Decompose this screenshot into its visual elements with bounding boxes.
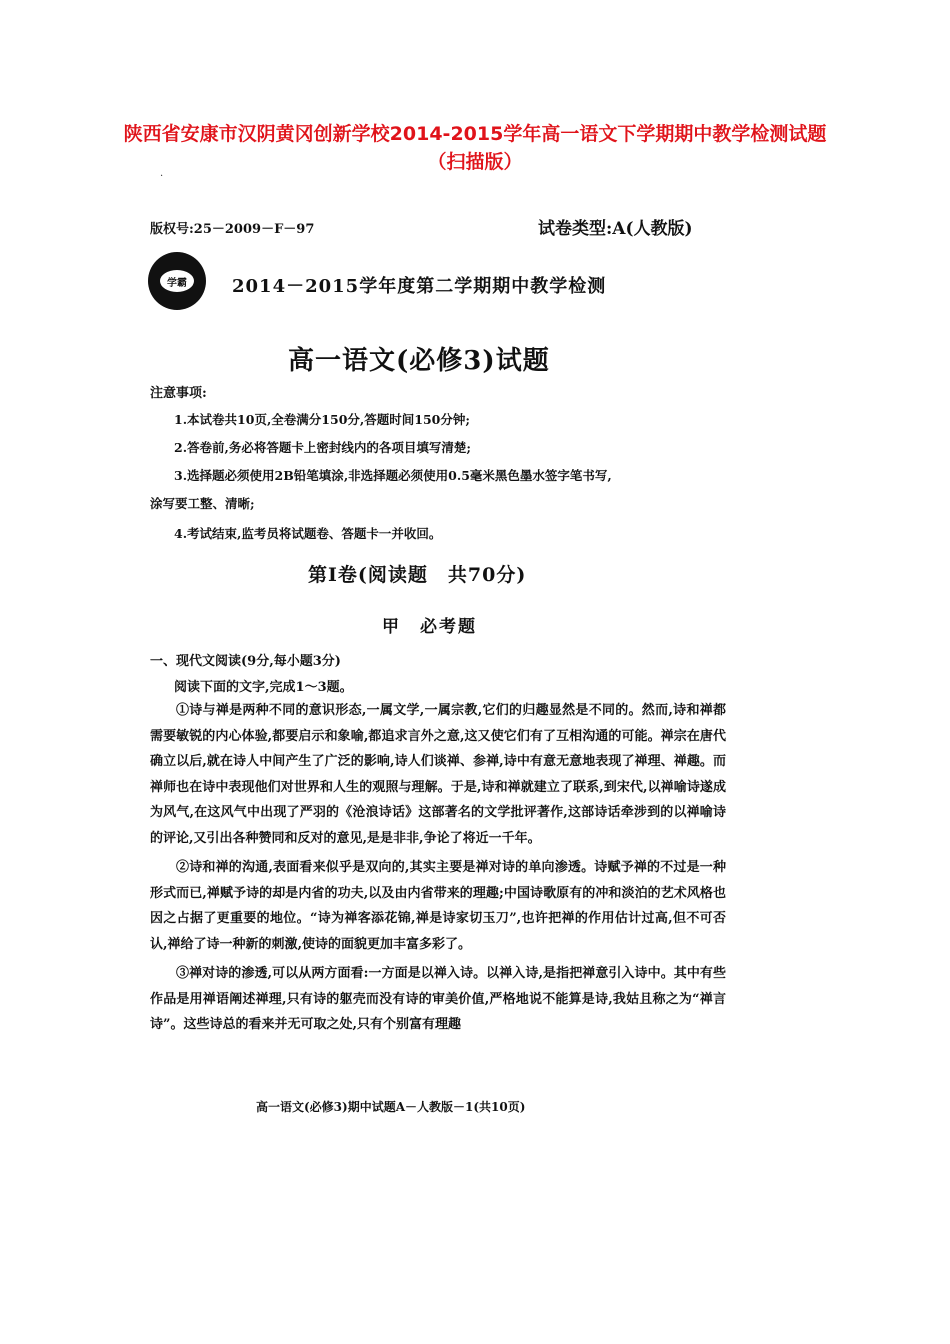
- paper-type: 试卷类型:A(人教版): [538, 219, 693, 239]
- copyright-number: 版权号:25－2009－F－97: [150, 222, 315, 237]
- passage-paragraph: ①诗与禅是两种不同的意识形态,一属文学,一属宗教,它们的归趣显然是不同的。然而,诗和禅都需要敏锐的内心体验,都要启示和象喻,都追求言外之意,这又使它们有了互相沟通的可能。禅宗在唐代确立以后,就在诗人中间产生了广泛的影响,诗人们谈禅、参禅,诗中有意无意地表现了禅理、禅趣。而禅师也在诗中表现他们对世界和人生的观照与理解。于是,诗和禅就建立了联系,到宋代,以禅喻诗遂成为风气,在这风气中出现了严羽的《沧浪诗话》这部著名的文学批评著作,这部诗话牵涉到的以禅喻诗的评论,又引出各种赞同和反对的意见,是是非非,争论了将近一千年。: [150, 703, 726, 846]
- instruction: 阅读下面的文字,完成1～3题。: [174, 680, 353, 695]
- page-footer: 高一语文(必修3)期中试题A－人教版－1(共10页): [256, 1100, 526, 1114]
- seal-inner: 学霸: [160, 270, 194, 292]
- note-item-continued: 涂写要工整、清晰;: [150, 496, 255, 511]
- scanned-exam-page: [148, 210, 728, 1114]
- exam-title: 高一语文(必修3)试题: [288, 346, 550, 376]
- passage-paragraph: ②诗和禅的沟通,表面看来似乎是双向的,其实主要是禅对诗的单向渗透。诗赋予禅的不过是一种形式而已,禅赋予诗的却是内省的功夫,以及由内省带来的理趣;中国诗歌原有的冲和淡泊的艺术风格也因之占据了更重要的地位。“诗为禅客添花锦,禅是诗家切玉刀”,也许把禅的作用估计过高,但不可否认,禅给了诗一种新的刺激,使诗的面貌更加丰富多彩了。: [150, 860, 726, 952]
- question-title: 一、现代文阅读(9分,每小题3分): [150, 654, 341, 669]
- document-title: 陕西省安康市汉阴黄冈创新学校2014-2015学年高一语文下学期期中教学检测试题（扫描版）: [123, 123, 827, 173]
- reading-passage: [150, 698, 726, 1042]
- note-item: 2.答卷前,务必将答题卡上密封线内的各项目填写清楚;: [174, 440, 472, 455]
- note-item: 1.本试卷共10页,全卷满分150分,答题时间150分钟;: [174, 412, 470, 427]
- note-item: 4.考试结束,监考员将试题卷、答题卡一并收回。: [174, 526, 442, 541]
- part-title: 第Ⅰ卷(阅读题 共70分): [308, 564, 527, 586]
- school-seal-logo: [148, 252, 206, 310]
- section-title: 甲 必考题: [382, 617, 477, 637]
- exam-header: 2014－2015学年度第二学期期中教学检测: [232, 276, 607, 297]
- stray-dot: .: [160, 168, 164, 179]
- notes-label: 注意事项:: [150, 386, 207, 401]
- passage-paragraph: ③禅对诗的渗透,可以从两方面看:一方面是以禅入诗。以禅入诗,是指把禅意引入诗中。其中有些作品是用禅语阐述禅理,只有诗的躯壳而没有诗的审美价值,严格地说不能算是诗,我姑且称之为“禅言诗”。这些诗总的看来并无可取之处,只有个别富有理趣: [150, 966, 726, 1032]
- note-item: 3.选择题必须使用2B铅笔填涂,非选择题必须使用0.5毫米黑色墨水签字笔书写,: [174, 468, 612, 483]
